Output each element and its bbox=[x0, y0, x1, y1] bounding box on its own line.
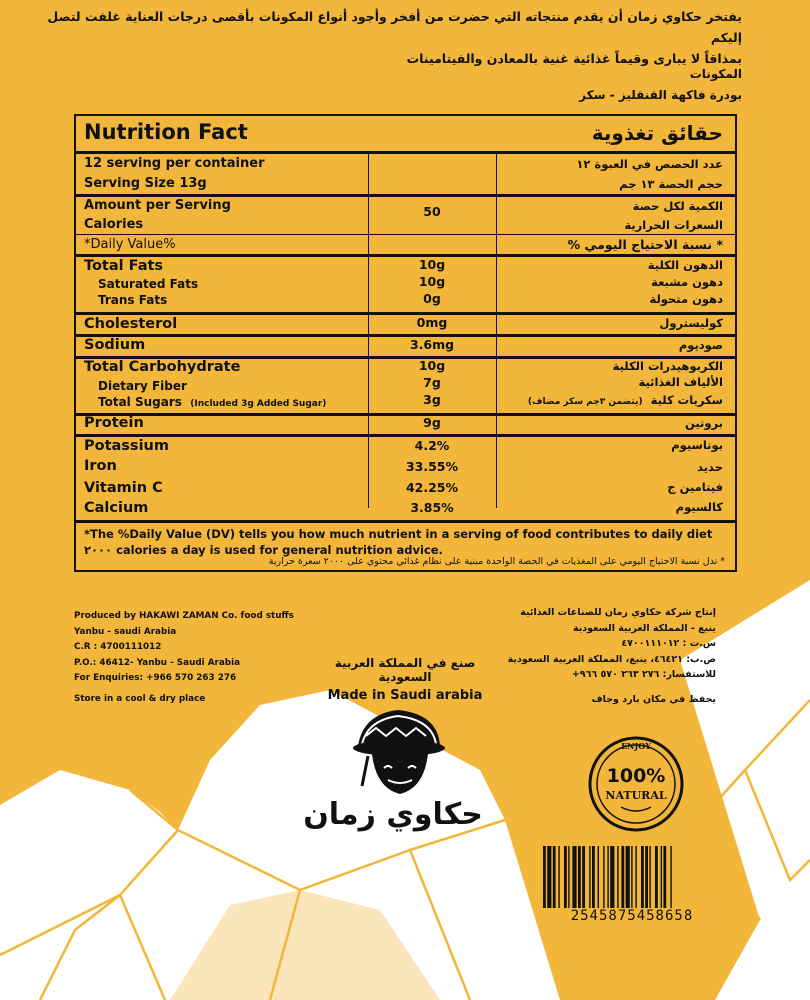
brand-logo-text: حكاوي زمان bbox=[303, 797, 483, 832]
cholesterol-ar: كوليسترول bbox=[659, 316, 723, 330]
storage-ar: يحفظ في مكان بارد وجاف bbox=[591, 693, 716, 705]
iron-ar: حديد bbox=[697, 460, 723, 474]
servings-en: 12 serving per container bbox=[84, 156, 265, 171]
calories-en: Calories bbox=[84, 217, 144, 232]
serving-size-ar: حجم الحصة ١٣ جم bbox=[619, 177, 723, 191]
total-fat-value: 10g bbox=[418, 257, 446, 272]
badge-main-text: 100% bbox=[606, 765, 666, 787]
total-sugars-ar-note: (يتضمن ٣جم سكر مضاف) bbox=[527, 397, 643, 407]
potassium-value: 4.2% bbox=[414, 438, 450, 453]
barcode-bar bbox=[610, 846, 614, 908]
producer-line-ar: س.ت : ٤٧٠٠١١١٠١٢ bbox=[621, 638, 716, 649]
iron-value: 33.55% bbox=[405, 459, 459, 474]
saturated-fat-value: 10g bbox=[418, 274, 446, 289]
barcode-bar bbox=[592, 846, 595, 908]
barcode-bar bbox=[589, 846, 590, 908]
storage-en: Store in a cool & dry place bbox=[74, 693, 206, 704]
potassium-en: Potassium bbox=[84, 438, 169, 454]
barcode-bar bbox=[670, 846, 671, 908]
amount-per-serving-ar: الكمية لكل حصة bbox=[632, 199, 723, 213]
iron-en: Iron bbox=[84, 458, 117, 474]
dietary-fiber-en: Dietary Fiber bbox=[98, 379, 187, 393]
vitamin-c-ar: فيتامين ج bbox=[667, 480, 723, 494]
total-carbohydrate-value: 10g bbox=[418, 358, 446, 373]
made-in-en: Made in Saudi arabia bbox=[327, 688, 483, 703]
barcode bbox=[541, 842, 723, 912]
sodium-ar: صوديوم bbox=[678, 338, 723, 352]
barcode-bar bbox=[568, 846, 569, 908]
trans-fat-en: Trans Fats bbox=[98, 293, 168, 307]
saturated-fat-en: Saturated Fats bbox=[98, 277, 199, 291]
cholesterol-en: Cholesterol bbox=[84, 316, 178, 332]
total-sugars-ar-label: سكريات كلية bbox=[650, 393, 723, 407]
protein-en: Protein bbox=[84, 415, 144, 431]
barcode-bar bbox=[631, 846, 632, 908]
ingredients-title: المكونات bbox=[689, 67, 742, 81]
column-divider bbox=[496, 151, 497, 508]
intro-line-2: بمذاقاً لا يبارى وقيماً غذائية غنية بالمعادن والفيتامينات bbox=[406, 51, 742, 66]
producer-line: Produced by HAKAWI ZAMAN Co. food stuffs bbox=[74, 611, 294, 621]
footnote-en: *The %Daily Value (DV) tells you how much nutrient in a serving of food contributes to daily diet ٢٠٠٠ calories a day is used for general nutrition advice. bbox=[84, 527, 713, 557]
calcium-en: Calcium bbox=[84, 500, 149, 516]
dietary-fiber-ar: الألياف الغذائية bbox=[638, 375, 723, 389]
barcode-bar bbox=[635, 846, 636, 908]
total-carbohydrate-ar: الكربوهيدرات الكلية bbox=[612, 359, 723, 373]
potassium-ar: بوتاسيوم bbox=[671, 438, 723, 452]
producer-line-ar: للاستفسار: ٢٧٦ ٢٦٣ ٥٧٠ ٩٦٦+ bbox=[571, 669, 716, 680]
total-carbohydrate-en: Total Carbohydrate bbox=[84, 359, 241, 375]
turban-man-logo bbox=[353, 710, 445, 794]
total-sugars-note: (Included 3g Added Sugar) bbox=[190, 399, 327, 409]
divider bbox=[76, 434, 735, 437]
serving-size-en: Serving Size 13g bbox=[84, 176, 207, 191]
barcode-bar bbox=[641, 846, 644, 908]
total-sugars-ar bbox=[528, 393, 723, 407]
barcode-bar bbox=[607, 846, 608, 908]
calcium-value: 3.85% bbox=[410, 500, 454, 515]
intro-line-1: يفتخر حكاوي زمان أن يقدم منتجاته التي حضرت من أفخر وأجود أنواع المكونات بأقصى درجات العناية غلفت لتصل إليكم bbox=[47, 9, 742, 45]
servings-ar: عدد الحصص في العبوة ١٢ bbox=[576, 157, 723, 171]
sodium-value: 3.6mg bbox=[409, 337, 455, 352]
saturated-fat-ar: دهون مشبعة bbox=[651, 275, 723, 289]
made-in-ar: صنع في المملكة العربية السعودية bbox=[334, 656, 476, 684]
cholesterol-value: 0mg bbox=[416, 315, 448, 330]
barcode-number: 2545875458658 bbox=[570, 908, 694, 924]
natural-badge bbox=[587, 735, 685, 833]
daily-value-ar: * نسبة الاحتياج اليومي % bbox=[567, 237, 723, 252]
barcode-bar bbox=[558, 846, 559, 908]
total-sugars-en bbox=[98, 395, 326, 409]
divider bbox=[76, 520, 735, 523]
nutrition-title-ar: حقائق تغذوية bbox=[591, 121, 723, 145]
producer-line: For Enquiries: +966 570 263 276 bbox=[74, 673, 237, 683]
barcode-bar bbox=[663, 846, 666, 908]
vitamin-c-en: Vitamin C bbox=[84, 480, 163, 496]
ingredients bbox=[442, 64, 742, 106]
badge-top-text: ENJOY bbox=[621, 741, 651, 751]
nutrition-facts-table bbox=[74, 114, 737, 572]
barcode-bar bbox=[603, 846, 604, 908]
trans-fat-ar: دهون متحولة bbox=[649, 292, 723, 306]
amount-per-serving-en: Amount per Serving bbox=[84, 198, 231, 213]
producer-line-ar: ص.ب: ٤٦٤٢١، ينبع، المملكة العربية السعودية bbox=[507, 653, 716, 665]
producer-info-en bbox=[74, 609, 294, 707]
barcode-bar bbox=[572, 846, 576, 908]
calories-ar: السعرات الحرارية bbox=[624, 218, 723, 232]
ingredients-text: بودرة فاكهة القنقليز - سكر bbox=[579, 88, 742, 102]
barcode-bar bbox=[617, 846, 618, 908]
barcode-bar bbox=[649, 846, 650, 908]
barcode-bar bbox=[578, 846, 581, 908]
column-divider bbox=[368, 151, 369, 508]
divider bbox=[76, 194, 735, 197]
nutrition-title-en: Nutrition Fact bbox=[84, 120, 248, 144]
barcode-bar bbox=[564, 846, 567, 908]
badge-sub-text: NATURAL bbox=[605, 789, 667, 802]
producer-line-ar: ينبع - المملكة العربية السعودية bbox=[572, 622, 716, 634]
producer-line-ar: إنتاج شركة حكاوي زمان للصناعات الغذائية bbox=[520, 607, 716, 618]
divider bbox=[76, 234, 735, 235]
total-fat-en: Total Fats bbox=[84, 258, 164, 274]
brand-logo bbox=[303, 706, 483, 851]
footnote-ar: * تدل نسبة الاحتياج اليومي على المغذيات في الحصة الواحدة مبنية على نظام غذائي محتوي على ٢٠٠٠ سعرة حرارية bbox=[268, 556, 725, 567]
barcode-bar bbox=[621, 846, 624, 908]
protein-value: 9g bbox=[423, 415, 441, 430]
intro-text bbox=[22, 6, 742, 69]
dietary-fiber-value: 7g bbox=[423, 375, 441, 390]
daily-value-en: *Daily Value% bbox=[84, 237, 176, 252]
trans-fat-value: 0g bbox=[423, 291, 441, 306]
barcode-bar bbox=[582, 846, 585, 908]
barcode-bar bbox=[655, 846, 658, 908]
made-in bbox=[316, 656, 494, 703]
producer-line: C.R : 4700111012 bbox=[74, 642, 162, 652]
barcode-bar bbox=[553, 846, 556, 908]
total-sugars-value: 3g bbox=[423, 392, 441, 407]
total-fat-ar: الدهون الكلية bbox=[647, 258, 723, 272]
barcode-bar bbox=[661, 846, 662, 908]
producer-line: Yanbu - saudi Arabia bbox=[74, 626, 177, 637]
producer-line: P.O.: 46412- Yanbu - Saudi Arabia bbox=[74, 657, 241, 668]
divider bbox=[76, 151, 735, 154]
barcode-bar bbox=[547, 846, 551, 908]
total-sugars-label: Total Sugars bbox=[98, 395, 182, 409]
barcode-bar bbox=[645, 846, 648, 908]
sodium-en: Sodium bbox=[84, 337, 146, 353]
barcode-bar bbox=[626, 846, 630, 908]
vitamin-c-value: 42.25% bbox=[405, 480, 459, 495]
calcium-ar: كالسيوم bbox=[675, 500, 723, 514]
barcode-bar bbox=[598, 846, 599, 908]
barcode-bar bbox=[543, 846, 546, 908]
protein-ar: بروتين bbox=[685, 416, 723, 430]
calories-value: 50 bbox=[423, 204, 441, 219]
